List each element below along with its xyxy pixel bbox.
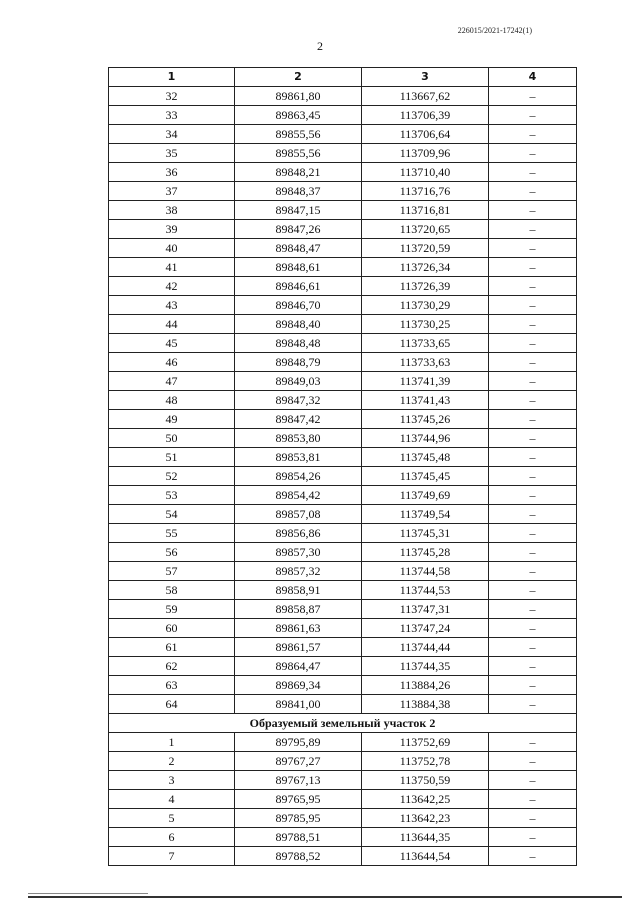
column-header: 2 xyxy=(235,68,362,87)
point-number-cell: 45 xyxy=(109,334,235,353)
note-cell: – xyxy=(489,106,577,125)
point-number-cell: 7 xyxy=(109,847,235,866)
x-coordinate-cell: 89848,40 xyxy=(235,315,362,334)
x-coordinate-cell: 89847,26 xyxy=(235,220,362,239)
y-coordinate-cell: 113884,38 xyxy=(362,695,489,714)
table-row xyxy=(109,619,577,638)
point-number-cell: 44 xyxy=(109,315,235,334)
note-cell: – xyxy=(489,543,577,562)
footer-rule xyxy=(28,896,622,898)
point-number-cell: 61 xyxy=(109,638,235,657)
table-row xyxy=(109,847,577,866)
table-row xyxy=(109,733,577,752)
point-number-cell: 62 xyxy=(109,657,235,676)
x-coordinate-cell: 89841,00 xyxy=(235,695,362,714)
x-coordinate-cell: 89788,51 xyxy=(235,828,362,847)
table-row xyxy=(109,676,577,695)
x-coordinate-cell: 89857,08 xyxy=(235,505,362,524)
note-cell: – xyxy=(489,429,577,448)
note-cell: – xyxy=(489,771,577,790)
note-cell: – xyxy=(489,505,577,524)
x-coordinate-cell: 89858,91 xyxy=(235,581,362,600)
x-coordinate-cell: 89858,87 xyxy=(235,600,362,619)
x-coordinate-cell: 89861,57 xyxy=(235,638,362,657)
point-number-cell: 47 xyxy=(109,372,235,391)
point-number-cell: 1 xyxy=(109,733,235,752)
y-coordinate-cell: 113720,65 xyxy=(362,220,489,239)
note-cell: – xyxy=(489,334,577,353)
coordinates-table xyxy=(108,67,577,866)
x-coordinate-cell: 89861,80 xyxy=(235,87,362,106)
note-cell: – xyxy=(489,752,577,771)
y-coordinate-cell: 113747,31 xyxy=(362,600,489,619)
point-number-cell: 56 xyxy=(109,543,235,562)
table-row xyxy=(109,695,577,714)
note-cell: – xyxy=(489,676,577,695)
x-coordinate-cell: 89795,89 xyxy=(235,733,362,752)
y-coordinate-cell: 113642,23 xyxy=(362,809,489,828)
point-number-cell: 64 xyxy=(109,695,235,714)
x-coordinate-cell: 89767,13 xyxy=(235,771,362,790)
x-coordinate-cell: 89846,61 xyxy=(235,277,362,296)
point-number-cell: 39 xyxy=(109,220,235,239)
table-row xyxy=(109,752,577,771)
y-coordinate-cell: 113706,39 xyxy=(362,106,489,125)
point-number-cell: 50 xyxy=(109,429,235,448)
x-coordinate-cell: 89855,56 xyxy=(235,144,362,163)
y-coordinate-cell: 113642,25 xyxy=(362,790,489,809)
y-coordinate-cell: 113644,35 xyxy=(362,828,489,847)
y-coordinate-cell: 113745,45 xyxy=(362,467,489,486)
y-coordinate-cell: 113730,29 xyxy=(362,296,489,315)
note-cell: – xyxy=(489,239,577,258)
x-coordinate-cell: 89847,15 xyxy=(235,201,362,220)
note-cell: – xyxy=(489,353,577,372)
y-coordinate-cell: 113716,76 xyxy=(362,182,489,201)
x-coordinate-cell: 89849,03 xyxy=(235,372,362,391)
column-header: 4 xyxy=(489,68,577,87)
note-cell: – xyxy=(489,600,577,619)
table-row xyxy=(109,258,577,277)
y-coordinate-cell: 113745,26 xyxy=(362,410,489,429)
y-coordinate-cell: 113733,65 xyxy=(362,334,489,353)
note-cell: – xyxy=(489,144,577,163)
note-cell: – xyxy=(489,733,577,752)
page-number: 2 xyxy=(317,39,323,53)
table-row xyxy=(109,353,577,372)
y-coordinate-cell: 113884,26 xyxy=(362,676,489,695)
x-coordinate-cell: 89846,70 xyxy=(235,296,362,315)
y-coordinate-cell: 113745,31 xyxy=(362,524,489,543)
point-number-cell: 38 xyxy=(109,201,235,220)
x-coordinate-cell: 89767,27 xyxy=(235,752,362,771)
point-number-cell: 3 xyxy=(109,771,235,790)
y-coordinate-cell: 113744,53 xyxy=(362,581,489,600)
y-coordinate-cell: 113747,24 xyxy=(362,619,489,638)
note-cell: – xyxy=(489,790,577,809)
table-row xyxy=(109,163,577,182)
table-row xyxy=(109,562,577,581)
point-number-cell: 54 xyxy=(109,505,235,524)
note-cell: – xyxy=(489,847,577,866)
section-title: Образуемый земельный участок 2 xyxy=(109,714,577,733)
table-row xyxy=(109,410,577,429)
note-cell: – xyxy=(489,695,577,714)
note-cell: – xyxy=(489,562,577,581)
x-coordinate-cell: 89857,30 xyxy=(235,543,362,562)
x-coordinate-cell: 89869,34 xyxy=(235,676,362,695)
point-number-cell: 51 xyxy=(109,448,235,467)
note-cell: – xyxy=(489,467,577,486)
y-coordinate-cell: 113733,63 xyxy=(362,353,489,372)
y-coordinate-cell: 113706,64 xyxy=(362,125,489,144)
y-coordinate-cell: 113667,62 xyxy=(362,87,489,106)
point-number-cell: 52 xyxy=(109,467,235,486)
point-number-cell: 34 xyxy=(109,125,235,144)
x-coordinate-cell: 89853,80 xyxy=(235,429,362,448)
note-cell: – xyxy=(489,486,577,505)
point-number-cell: 63 xyxy=(109,676,235,695)
note-cell: – xyxy=(489,619,577,638)
note-cell: – xyxy=(489,201,577,220)
table-row xyxy=(109,277,577,296)
note-cell: – xyxy=(489,410,577,429)
y-coordinate-cell: 113752,78 xyxy=(362,752,489,771)
point-number-cell: 6 xyxy=(109,828,235,847)
note-cell: – xyxy=(489,163,577,182)
point-number-cell: 43 xyxy=(109,296,235,315)
x-coordinate-cell: 89854,42 xyxy=(235,486,362,505)
footer-rule-faint xyxy=(28,893,148,894)
table-row xyxy=(109,315,577,334)
point-number-cell: 42 xyxy=(109,277,235,296)
x-coordinate-cell: 89856,86 xyxy=(235,524,362,543)
table-row xyxy=(109,144,577,163)
x-coordinate-cell: 89861,63 xyxy=(235,619,362,638)
point-number-cell: 35 xyxy=(109,144,235,163)
point-number-cell: 33 xyxy=(109,106,235,125)
y-coordinate-cell: 113741,39 xyxy=(362,372,489,391)
note-cell: – xyxy=(489,125,577,144)
note-cell: – xyxy=(489,220,577,239)
note-cell: – xyxy=(489,638,577,657)
point-number-cell: 36 xyxy=(109,163,235,182)
note-cell: – xyxy=(489,315,577,334)
table-row xyxy=(109,182,577,201)
y-coordinate-cell: 113745,48 xyxy=(362,448,489,467)
table-row xyxy=(109,391,577,410)
y-coordinate-cell: 113726,34 xyxy=(362,258,489,277)
table-row xyxy=(109,125,577,144)
point-number-cell: 53 xyxy=(109,486,235,505)
table-row xyxy=(109,505,577,524)
y-coordinate-cell: 113744,96 xyxy=(362,429,489,448)
x-coordinate-cell: 89788,52 xyxy=(235,847,362,866)
y-coordinate-cell: 113730,25 xyxy=(362,315,489,334)
point-number-cell: 46 xyxy=(109,353,235,372)
note-cell: – xyxy=(489,448,577,467)
table-row xyxy=(109,106,577,125)
table-row xyxy=(109,448,577,467)
table-row xyxy=(109,296,577,315)
y-coordinate-cell: 113720,59 xyxy=(362,239,489,258)
point-number-cell: 32 xyxy=(109,87,235,106)
y-coordinate-cell: 113741,43 xyxy=(362,391,489,410)
table-row xyxy=(109,790,577,809)
table-row xyxy=(109,467,577,486)
note-cell: – xyxy=(489,258,577,277)
y-coordinate-cell: 113749,69 xyxy=(362,486,489,505)
point-number-cell: 4 xyxy=(109,790,235,809)
x-coordinate-cell: 89848,47 xyxy=(235,239,362,258)
table-row xyxy=(109,201,577,220)
x-coordinate-cell: 89854,26 xyxy=(235,467,362,486)
point-number-cell: 59 xyxy=(109,600,235,619)
x-coordinate-cell: 89765,95 xyxy=(235,790,362,809)
note-cell: – xyxy=(489,296,577,315)
table-row xyxy=(109,334,577,353)
y-coordinate-cell: 113745,28 xyxy=(362,543,489,562)
note-cell: – xyxy=(489,182,577,201)
document-id: 226015/2021-17242(1) xyxy=(457,26,532,35)
point-number-cell: 49 xyxy=(109,410,235,429)
point-number-cell: 55 xyxy=(109,524,235,543)
note-cell: – xyxy=(489,391,577,410)
x-coordinate-cell: 89848,21 xyxy=(235,163,362,182)
x-coordinate-cell: 89847,42 xyxy=(235,410,362,429)
point-number-cell: 57 xyxy=(109,562,235,581)
table-row xyxy=(109,638,577,657)
point-number-cell: 48 xyxy=(109,391,235,410)
y-coordinate-cell: 113749,54 xyxy=(362,505,489,524)
column-header: 1 xyxy=(109,68,235,87)
y-coordinate-cell: 113744,35 xyxy=(362,657,489,676)
x-coordinate-cell: 89848,79 xyxy=(235,353,362,372)
table-row xyxy=(109,429,577,448)
table-row xyxy=(109,771,577,790)
note-cell: – xyxy=(489,524,577,543)
table-row xyxy=(109,220,577,239)
table-row xyxy=(109,486,577,505)
x-coordinate-cell: 89864,47 xyxy=(235,657,362,676)
point-number-cell: 2 xyxy=(109,752,235,771)
table-row xyxy=(109,581,577,600)
table-row xyxy=(109,239,577,258)
y-coordinate-cell: 113710,40 xyxy=(362,163,489,182)
point-number-cell: 41 xyxy=(109,258,235,277)
note-cell: – xyxy=(489,372,577,391)
x-coordinate-cell: 89863,45 xyxy=(235,106,362,125)
x-coordinate-cell: 89848,37 xyxy=(235,182,362,201)
table-row xyxy=(109,543,577,562)
x-coordinate-cell: 89855,56 xyxy=(235,125,362,144)
point-number-cell: 58 xyxy=(109,581,235,600)
y-coordinate-cell: 113750,59 xyxy=(362,771,489,790)
table-header-row xyxy=(109,68,577,87)
y-coordinate-cell: 113726,39 xyxy=(362,277,489,296)
note-cell: – xyxy=(489,809,577,828)
y-coordinate-cell: 113644,54 xyxy=(362,847,489,866)
table-row xyxy=(109,524,577,543)
x-coordinate-cell: 89785,95 xyxy=(235,809,362,828)
table-row xyxy=(109,657,577,676)
y-coordinate-cell: 113744,44 xyxy=(362,638,489,657)
table-row xyxy=(109,600,577,619)
point-number-cell: 40 xyxy=(109,239,235,258)
x-coordinate-cell: 89848,48 xyxy=(235,334,362,353)
table-row xyxy=(109,372,577,391)
x-coordinate-cell: 89848,61 xyxy=(235,258,362,277)
column-header: 3 xyxy=(362,68,489,87)
note-cell: – xyxy=(489,87,577,106)
y-coordinate-cell: 113752,69 xyxy=(362,733,489,752)
note-cell: – xyxy=(489,581,577,600)
x-coordinate-cell: 89857,32 xyxy=(235,562,362,581)
table-row xyxy=(109,809,577,828)
point-number-cell: 5 xyxy=(109,809,235,828)
note-cell: – xyxy=(489,277,577,296)
table-row xyxy=(109,87,577,106)
x-coordinate-cell: 89853,81 xyxy=(235,448,362,467)
section-row xyxy=(109,714,577,733)
note-cell: – xyxy=(489,657,577,676)
y-coordinate-cell: 113716,81 xyxy=(362,201,489,220)
note-cell: – xyxy=(489,828,577,847)
x-coordinate-cell: 89847,32 xyxy=(235,391,362,410)
y-coordinate-cell: 113709,96 xyxy=(362,144,489,163)
y-coordinate-cell: 113744,58 xyxy=(362,562,489,581)
table-row xyxy=(109,828,577,847)
point-number-cell: 37 xyxy=(109,182,235,201)
point-number-cell: 60 xyxy=(109,619,235,638)
